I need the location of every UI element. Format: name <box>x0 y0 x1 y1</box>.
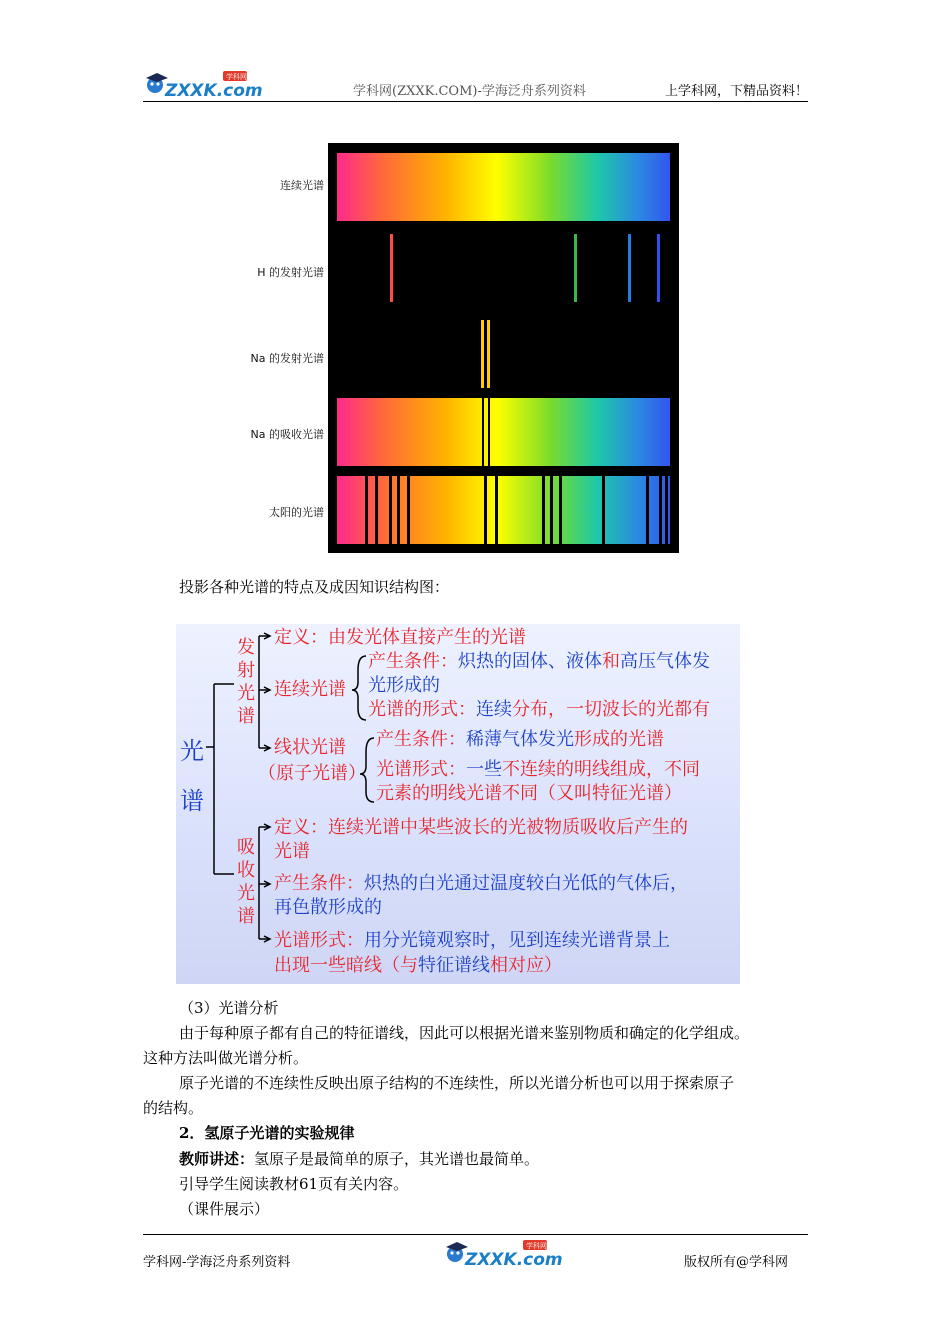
knowledge-structure-map <box>176 624 740 984</box>
h-emission-line-green <box>574 234 577 302</box>
continuous-spectrum-label: 连续光谱 <box>274 679 346 700</box>
label-continuous-spectrum: 连续光谱 <box>280 179 324 192</box>
section-3-title: （3）光谱分析 <box>179 999 279 1017</box>
absorption-definition: 定义：连续光谱中某些波长的光被物质吸收后产生的 <box>274 817 688 838</box>
absorption-form-line-2: 出现一些暗线（与特征谱线相对应） <box>274 955 562 976</box>
solar-dark-line <box>389 476 392 544</box>
label-na-absorption: Na 的吸收光谱 <box>250 428 324 441</box>
svg-text:ZXXK.com: ZXXK.com <box>465 1250 563 1270</box>
continuous-condition-line: 产生条件：炽热的固体、液体和高压气体发 <box>368 651 710 672</box>
svg-text:学科网: 学科网 <box>526 1242 547 1250</box>
line-form-line: 光谱形式：一些不连续的明线组成，不同 <box>376 759 700 780</box>
section-2-title: 2．氢原子光谱的实验规律 <box>179 1124 355 1142</box>
solar-dark-line <box>397 476 400 544</box>
absorption-spectrum-label: 吸收光谱 <box>237 837 255 927</box>
solar-dark-line <box>665 476 668 544</box>
zxxk-footer-logo-icon <box>443 1239 563 1271</box>
caption-knowledge-map: 投影各种光谱的特点及成因知识结构图： <box>179 578 450 596</box>
solar-dark-line <box>602 476 605 544</box>
absorption-definition-2: 光谱 <box>274 841 310 862</box>
svg-text:ZXXK.com: ZXXK.com <box>165 81 263 101</box>
spectra-black-panel <box>328 143 679 553</box>
label-solar-spectrum: 太阳的光谱 <box>269 506 324 519</box>
teacher-statement: 教师讲述：氢原子是最简单的原子，其光谱也最简单。 <box>179 1150 540 1168</box>
absorption-condition-line: 产生条件：炽热的白光通过温度较白光低的气体后， <box>274 873 688 894</box>
paragraph-2-line-1: 原子光谱的不连续性反映出原子结构的不连续性，所以光谱分析也可以用于探索原子 <box>179 1074 735 1092</box>
na-emission-line-1 <box>481 320 484 388</box>
emission-spectrum-label: 发射光谱 <box>237 637 255 727</box>
guide-reading-text: 引导学生阅读教材61页有关内容。 <box>179 1175 409 1193</box>
paragraph-1-line-2: 这种方法叫做光谱分析。 <box>143 1049 309 1067</box>
h-emission-line-violet <box>657 234 660 302</box>
svg-text:学科网: 学科网 <box>226 73 247 81</box>
line-form-line-2: 元素的明线光谱不同（又叫特征光谱） <box>376 783 682 804</box>
paragraph-1-line-1: 由于每种原子都有自己的特征谱线，因此可以根据光谱来鉴别物质和确定的化学组成。 <box>179 1024 750 1042</box>
page-header <box>143 66 808 102</box>
solar-dark-line <box>365 476 368 544</box>
header-center-text: 学科网(ZXXK.COM)-学海泛舟系列资料 <box>353 84 586 99</box>
footer-left-text: 学科网-学海泛舟系列资料 <box>143 1255 291 1270</box>
courseware-note: （课件展示） <box>179 1200 270 1218</box>
solar-dark-line <box>559 476 562 544</box>
na-absorption-band <box>337 398 670 466</box>
solar-spectrum-band <box>337 476 670 544</box>
na-absorption-dark-line-1 <box>482 398 484 466</box>
solar-dark-line <box>646 476 649 544</box>
continuous-spectrum-band <box>337 153 670 221</box>
emission-definition: 定义：由发光体直接产生的光谱 <box>274 627 526 648</box>
line-spectrum-label: 线状光谱 <box>274 737 346 758</box>
solar-dark-line <box>375 476 378 544</box>
footer-right-text: 版权所有@学科网 <box>683 1255 788 1270</box>
absorption-condition-line-2: 再色散形成的 <box>274 897 382 918</box>
header-right-text: 上学科网，下精品资料！ <box>664 84 808 99</box>
label-h-emission: H 的发射光谱 <box>257 266 324 279</box>
continuous-condition-line-2: 光形成的 <box>368 675 440 696</box>
solar-dark-line <box>407 476 410 544</box>
h-emission-line-blue <box>628 234 631 302</box>
root-label-spectrum: 光谱 <box>180 737 204 815</box>
spectra-figure <box>240 143 680 553</box>
paragraph-2-line-2: 的结构。 <box>143 1099 204 1117</box>
solar-dark-line <box>659 476 662 544</box>
h-emission-line-red <box>390 234 393 302</box>
page-footer <box>143 1234 808 1274</box>
na-emission-line-2 <box>487 320 490 388</box>
continuous-form-line: 光谱的形式：连续分布，一切波长的光都有 <box>368 699 710 720</box>
label-na-emission: Na 的发射光谱 <box>250 352 324 365</box>
solar-dark-line <box>484 476 487 544</box>
line-condition-line: 产生条件：稀薄气体发光形成的光谱 <box>376 729 664 750</box>
absorption-form-line: 光谱形式：用分光镜观察时，见到连续光谱背景上 <box>274 930 670 951</box>
atomic-spectrum-label: （原子光谱） <box>258 763 366 784</box>
zxxk-logo-icon <box>143 70 263 102</box>
solar-dark-line <box>542 476 545 544</box>
solar-dark-line <box>495 476 498 544</box>
na-absorption-dark-line-2 <box>488 398 490 466</box>
solar-dark-line <box>550 476 553 544</box>
